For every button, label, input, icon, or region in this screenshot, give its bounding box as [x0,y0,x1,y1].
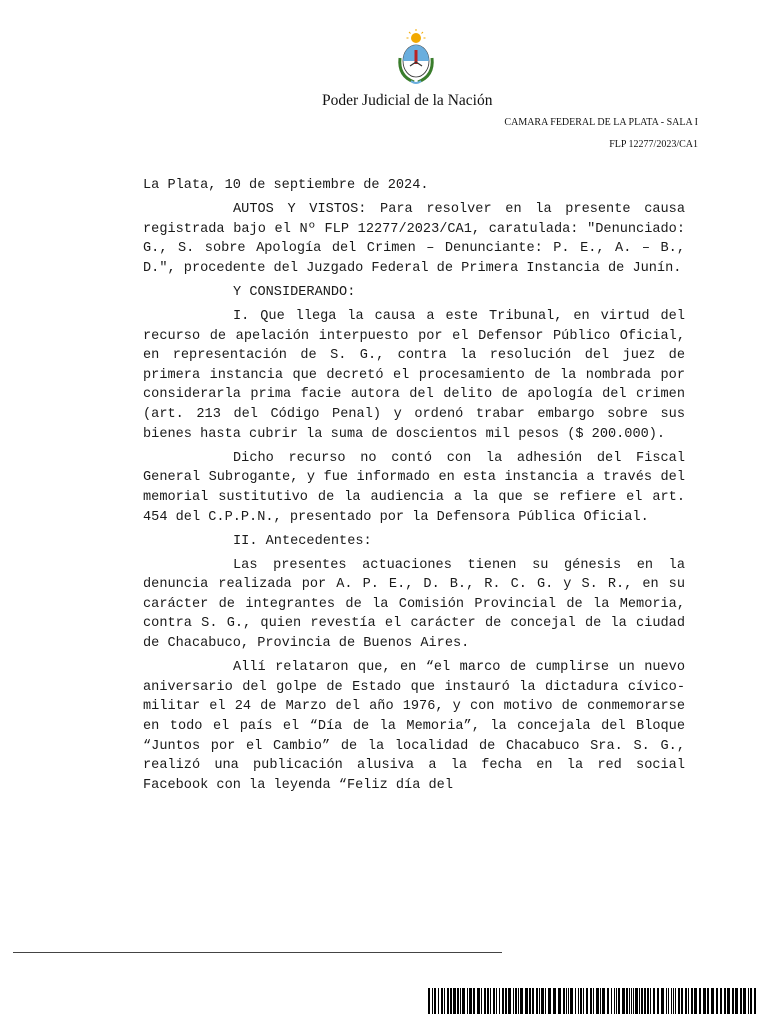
barcode-bar [467,988,468,1014]
barcode-bar [513,988,514,1014]
barcode-icon [428,988,758,1014]
barcode-bar [735,988,738,1014]
barcode-bar [622,988,625,1014]
barcode-bar [515,988,517,1014]
barcode-bar [481,988,482,1014]
barcode-bar [641,988,643,1014]
barcode-bar [716,988,718,1014]
barcode-bar [740,988,742,1014]
barcode-bar [469,988,472,1014]
barcode-bar [653,988,655,1014]
barcode-bar [496,988,497,1014]
barcode-bar [688,988,689,1014]
barcode-bar [444,988,445,1014]
barcode-bar [633,988,634,1014]
barcode-bar [748,988,749,1014]
section-ii-heading: II. Antecedentes: [233,533,372,549]
barcode-bar [432,988,433,1014]
barcode-bar [618,988,620,1014]
barcode-bar [563,988,565,1014]
barcode-bar [505,988,507,1014]
barcode-bar [428,988,430,1014]
barcode-bar [611,988,612,1014]
barcode-bar [626,988,628,1014]
barcode-bar [532,988,534,1014]
barcode-bar [453,988,456,1014]
barcode-bar [545,988,546,1014]
barcode-bar [727,988,730,1014]
relataron-paragraph: Allí relataron que, en “el marco de cumplirse un nuevo aniversario del golpe de Estado que instauró la dictadura cívico-militar el 24 de Marzo del año 1976, y con motivo de conmemorarse en todo el país el “Día de la Memoria”, la concejala del Bloque “Juntos por el Cambio” de la localidad de Chacabuco Sra. S. G., realizó una publicación alusiva a la fecha en la red social Facebook con la leyenda “Feliz día del [143,660,685,793]
barcode-bar [711,988,714,1014]
barcode-bar [675,988,676,1014]
barcode-bar [724,988,726,1014]
barcode-bar [607,988,609,1014]
footer-rule [13,952,502,953]
barcode-bar [600,988,601,1014]
barcode-bar [441,988,443,1014]
barcode-bar [536,988,538,1014]
barcode-bar [666,988,667,1014]
barcode-bar [460,988,461,1014]
barcode-bar [699,988,701,1014]
recurso-paragraph: Dicho recurso no contó con la adhesión del Fiscal General Subrogante, y fue informado en esta instancia a través del memorial sustitutivo de la audiencia a la que se refiere el art. 454 del C.P.P.N., presentado por la Defensora Pública Oficial. [143,450,685,525]
barcode-bar [639,988,640,1014]
barcode-bar [477,988,480,1014]
barcode-bar [493,988,495,1014]
barcode-bar [520,988,523,1014]
barcode-bar [668,988,669,1014]
barcode-bar [499,988,500,1014]
section-i-paragraph: I. Que llega la causa a este Tribunal, en virtud del recurso de apelación interpuesto por el Defensor Público Oficial, en representación de S. G., contra la resolución del juez de primera instancia que decretó el procesamiento de la nombrada por considerarla prima facie autora del delito de apología del crimen (art. 213 del Código Penal) y ordenó trabar embargo sobre sus bienes hasta cubrir la suma de doscientos mil pesos ($ 200.000). [143,309,685,442]
barcode-bar [553,988,556,1014]
barcode-bar [657,988,659,1014]
barcode-bar [548,988,551,1014]
barcode-bar [525,988,528,1014]
barcode-bar [578,988,579,1014]
barcode-bar [673,988,674,1014]
considerando-heading: Y CONSIDERANDO: [233,284,356,300]
barcode-bar [629,988,630,1014]
barcode-bar [490,988,491,1014]
barcode-bar [616,988,617,1014]
barcode-bar [583,988,584,1014]
barcode-bar [586,988,588,1014]
barcode-bar [539,988,540,1014]
court-name: Poder Judicial de la Nación [322,92,493,109]
barcode-bar [593,988,594,1014]
barcode-bar [602,988,605,1014]
barcode-bar [575,988,576,1014]
barcode-bar [732,988,734,1014]
barcode-bar [450,988,452,1014]
barcode-bar [635,988,638,1014]
barcode-bar [508,988,511,1014]
barcode-bar [743,988,746,1014]
antecedentes-paragraph: Las presentes actuaciones tienen su génesis en la denuncia realizada por A. P. E., D. B., R. C. G. y S. R., en su carácter de integrantes de la Comisión Provincial de la Memoria, contra S. G., quien revestía el carácter de concejal de la ciudad de Chacabuco, Provincia de Buenos Aires. [143,557,685,652]
barcode-bar [568,988,569,1014]
argentine-coat-of-arms-icon [394,28,438,86]
barcode-bar [631,988,632,1014]
barcode-bar [647,988,649,1014]
barcode-bar [434,988,436,1014]
barcode-bar [457,988,459,1014]
barcode-bar [596,988,599,1014]
barcode-bar [644,988,646,1014]
barcode-bar [473,988,475,1014]
date-line: La Plata, 10 de septiembre de 2024. [143,178,429,193]
barcode-bar [447,988,449,1014]
barcode-bar [590,988,592,1014]
barcode-bar [671,988,672,1014]
barcode-bar [566,988,567,1014]
barcode-bar [703,988,706,1014]
barcode-bar [487,988,489,1014]
barcode-bar [541,988,544,1014]
barcode-bar [614,988,615,1014]
barcode-bar [484,988,486,1014]
barcode-bar [754,988,756,1014]
barcode-bar [529,988,531,1014]
barcode-bar [558,988,561,1014]
barcode-bar [707,988,709,1014]
barcode-bar [650,988,651,1014]
barcode-bar [502,988,504,1014]
barcode-bar [570,988,573,1014]
barcode-bar [580,988,582,1014]
chamber-name: CAMARA FEDERAL DE LA PLATA - SALA I [504,117,698,128]
autos-paragraph: AUTOS Y VISTOS: Para resolver en la presente causa registrada bajo el Nº FLP 12277/2023/CA1, caratulada: "Denunciado: G., S. sobre Apología del Crimen – Denunciante: P. E., A. – B., D.", procedente del Juzgado Federal de Primera Instancia de Junín. [143,202,685,276]
barcode-bar [438,988,439,1014]
barcode-bar [681,988,683,1014]
resolution-body [143,176,685,795]
barcode-bar [661,988,664,1014]
file-number: FLP 12277/2023/CA1 [609,139,698,150]
barcode-bar [462,988,465,1014]
barcode-bar [694,988,697,1014]
barcode-bar [678,988,680,1014]
barcode-bar [750,988,752,1014]
barcode-bar [720,988,722,1014]
barcode-bar [518,988,519,1014]
barcode-bar [685,988,687,1014]
barcode-bar [691,988,693,1014]
